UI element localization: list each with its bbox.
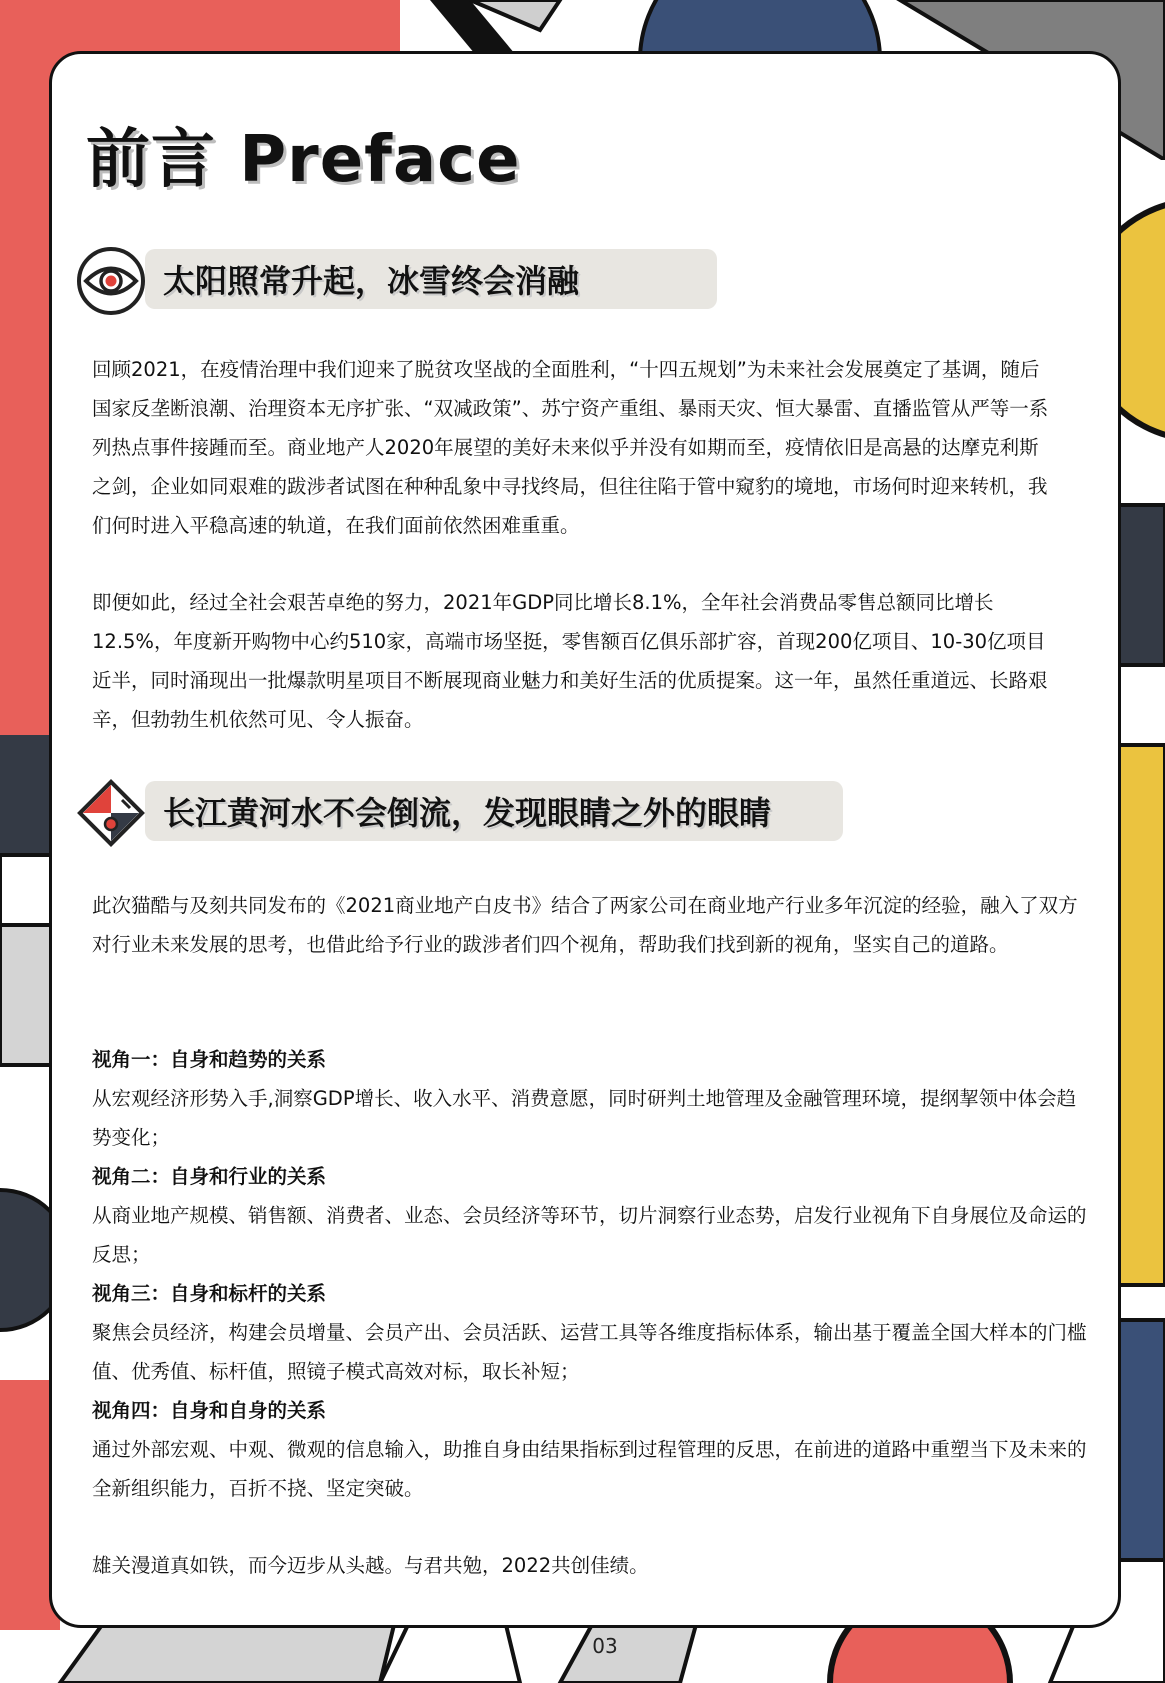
section-heading-2: 长江黄河水不会倒流，发现眼睛之外的眼睛	[145, 781, 843, 841]
section-1-paragraph-1: 回顾2021，在疫情治理中我们迎来了脱贫攻坚战的全面胜利，“十四五规划”为未来社会发展奠定了基调，随后国家反垄断浪潮、治理资本无序扩张、“双减政策”、苏宁资产重组、暴雨天灾、恒大暴雷、直播监管从严等一系列热点事件接踵而至。商业地产人2020年展望的美好未来似乎并没有如期而至，疫情依旧是高悬的达摩克利斯之剑，企业如同艰难的跋涉者试图在种种乱象中寻找终局，但往往陷于管中窥豹的境地，市场何时迎来转机，我们何时进入平稳高速的轨道，在我们面前依然困难重重。	[92, 358, 1049, 537]
view-1-title: 视角一：自身和趋势的关系	[92, 1048, 327, 1071]
page-number: 03	[592, 1634, 618, 1658]
perspectives-list	[92, 1040, 1094, 1508]
page-title: 前言 Preface	[86, 123, 521, 197]
view-3-title: 视角三：自身和标杆的关系	[92, 1282, 327, 1305]
view-2-title: 视角二：自身和行业的关系	[92, 1165, 327, 1188]
view-4-text: 通过外部宏观、中观、微观的信息输入，助推自身由结果指标到过程管理的反思，在前进的道路中重塑当下及未来的全新组织能力，百折不挠、坚定突破。	[92, 1438, 1087, 1500]
section-heading-1: 太阳照常升起，冰雪终会消融	[145, 249, 717, 309]
eye-icon	[76, 246, 146, 316]
view-3-text: 聚焦会员经济，构建会员增量、会员产出、会员活跃、运营工具等各维度指标体系，输出基于覆盖全国大样本的门槛值、优秀值、标杆值，照镜子模式高效对标，取长补短；	[92, 1321, 1087, 1383]
closing-line: 雄关漫道真如铁，而今迈步从头越。与君共勉，2022共创佳绩。	[92, 1554, 649, 1577]
view-2-text: 从商业地产规模、销售额、消费者、业态、会员经济等环节，切片洞察行业态势，启发行业视角下自身展位及命运的反思；	[92, 1204, 1087, 1266]
view-4-title: 视角四：自身和自身的关系	[92, 1399, 327, 1422]
section-2-intro: 此次猫酷与及刻共同发布的《2021商业地产白皮书》结合了两家公司在商业地产行业多年沉淀的经验，融入了双方对行业未来发展的思考，也借此给予行业的跋涉者们四个视角，帮助我们找到新的视角，坚实自己的道路。	[92, 894, 1078, 956]
section-1-paragraph-2: 即便如此，经过全社会艰苦卓绝的努力，2021年GDP同比增长8.1%，全年社会消费品零售总额同比增长12.5%，年度新开购物中心约510家，高端市场坚挺，零售额百亿俱乐部扩容，首现200亿项目、10-30亿项目近半，同时涌现出一批爆款明星项目不断展现商业魅力和美好生活的优质提案。这一年，虽然任重道远、长路艰辛，但勃勃生机依然可见、令人振奋。	[92, 591, 1048, 731]
view-1-text: 从宏观经济形势入手,洞察GDP增长、收入水平、消费意愿，同时研判土地管理及金融管理环境，提纲挈领中体会趋势变化；	[92, 1087, 1077, 1149]
diamond-icon	[76, 778, 146, 848]
